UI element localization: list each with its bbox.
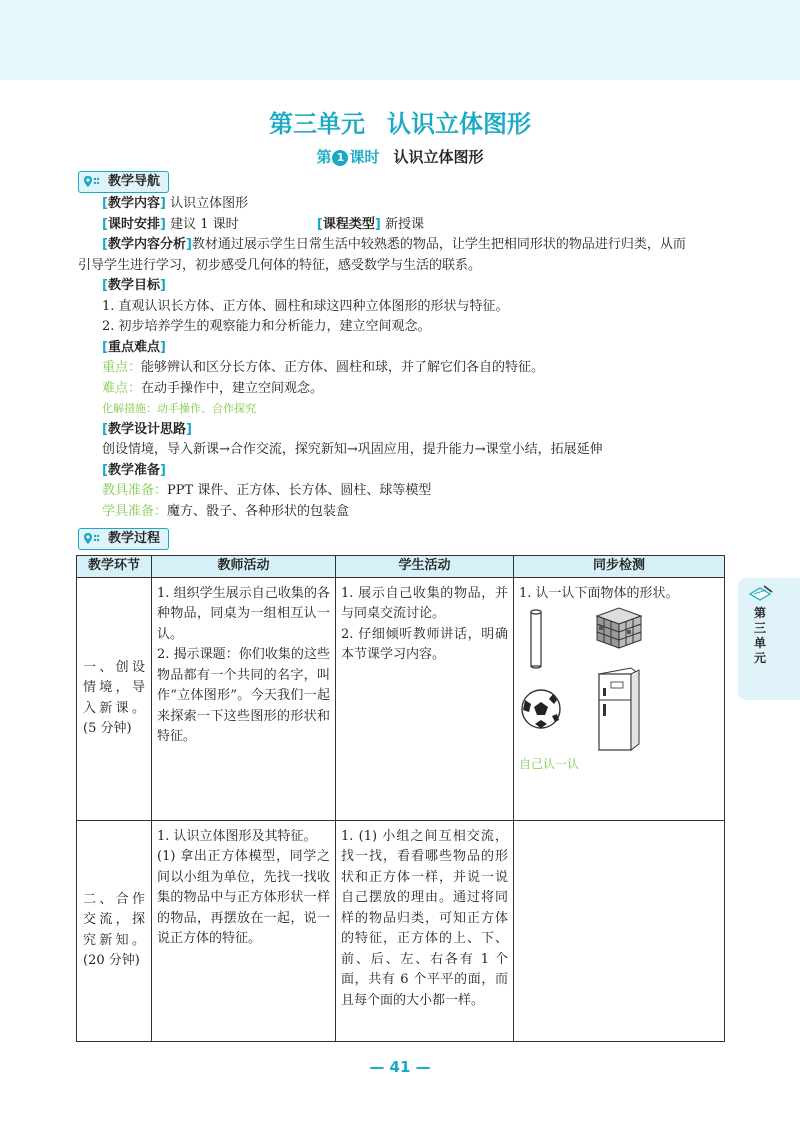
refrigerator-icon (599, 668, 639, 750)
map-pin-icon (83, 175, 105, 189)
side-tab-label: 第三单元 (753, 606, 766, 665)
goals-heading: [教学目标] (102, 278, 166, 293)
stage-cell: 二、合作交流，探究新知。(20 分钟) (77, 820, 152, 1041)
section-badge-guide: 教学导航 (78, 171, 169, 193)
resolve-measures: 化解措施：动手操作、合作探究 (102, 402, 256, 415)
soccer-ball-icon (522, 690, 560, 728)
student-cell: 1. (1) 小组之间互相交流，找一找，看看哪些物品的形状和正方体一样，并说一说自己摆放的理由。通过将同样的物品归类，可知正方体的特征，正方体的上、下、前、后、左、右各有 1 个面，共有 6 个平平的面，而且每个面的大小都一样。 (336, 820, 514, 1041)
key-point: 重点：能够辨认和区分长方体、正方体、圆柱和球，并了解它们各自的特征。 (102, 360, 545, 375)
process-table (76, 555, 725, 1042)
lesson-title: 第 1 课时 认识立体图形 (316, 148, 484, 166)
check-cell (514, 820, 725, 1041)
unit-title: 第三单元 认识立体图形 (269, 110, 531, 138)
header-stage: 教学环节 (77, 556, 152, 578)
student-cell: 1. 展示自己收集的物品，并与同桌交流讨论。 2. 仔细倾听教师讲话，明确本节课学习内容。 (336, 577, 514, 820)
header-check: 同步检测 (514, 556, 725, 578)
stage-cell: 一、创设情境，导入新课。(5 分钟) (77, 577, 152, 820)
design-text: 创设情境，导入新课→合作交流，探究新知→巩固应用，提升能力→课堂小结，拓展延伸 (102, 442, 603, 457)
lesson-number-badge: 1 (332, 150, 348, 166)
goal-2: 2. 初步培养学生的观察能力和分析能力，建立空间观念。 (102, 319, 431, 334)
table-header-row (77, 556, 725, 578)
map-pin-icon (83, 532, 105, 546)
object-pictures (519, 604, 719, 754)
schedule-row: [课时安排] 建议 1 课时 [课程类型] 新授课 (102, 216, 424, 232)
difficulty: 难点：在动手操作中，建立空间观念。 (102, 380, 324, 396)
goal-1: 1. 直观认识长方体、正方体、圆柱和球这四种立体图形的形状与特征。 (102, 298, 509, 314)
prep-heading: [教学准备] (102, 462, 166, 478)
objects-illustration (519, 604, 719, 754)
analysis-row: [教学内容分析]教材通过展示学生日常生活中较熟悉的物品，让学生把相同形状的物品进行归类，从而 (102, 237, 686, 252)
content-row: [教学内容] 认识立体图形 (102, 196, 249, 211)
check-cell (514, 577, 725, 820)
side-tab (738, 578, 800, 700)
teacher-cell: 1. 认识立体图形及其特征。 (1) 拿出正方体模型，同学之间以小组为单位，先找一找收集的物品中与正方体形状一样的物品，再摆放在一起，说一说正方体的特征。 (152, 820, 336, 1041)
top-banner (0, 0, 800, 80)
header-teacher: 教师活动 (152, 556, 336, 578)
teacher-cell: 1. 组织学生展示自己收集的各种物品，同桌为一组相互认一认。 2. 揭示课题：你们收集的这些物品都有一个共同的名字，叫作“立体图形”。今天我们一起来探索一下这些图形的形状和特征。 (152, 577, 336, 820)
table-row (77, 820, 725, 1041)
teaching-guide (78, 194, 728, 522)
page-number: — 41 — (369, 1058, 431, 1076)
analysis-line-2: 引导学生进行学习，初步感受几何体的特征，感受数学与生活的联系。 (78, 257, 482, 273)
cylinder-icon (531, 610, 541, 668)
rubiks-cube-icon (597, 608, 641, 648)
content-label: [教学内容] (102, 196, 166, 211)
type-label: [课程类型] (316, 216, 381, 232)
check-question: 1. 认一认下面物体的形状。 (519, 585, 679, 601)
section-badge-process: 教学过程 (78, 528, 169, 550)
self-check-note: 自己认一认 (519, 757, 580, 771)
header-student: 学生活动 (336, 556, 514, 578)
student-prep: 学具准备：魔方、骰子、各种形状的包装盒 (102, 503, 350, 519)
pencil-book-icon (748, 584, 774, 602)
key-heading: [重点难点] (102, 339, 166, 355)
teacher-prep: 教具准备：PPT 课件、正方体、长方体、圆柱、球等模型 (102, 483, 432, 498)
table-row (77, 577, 725, 820)
design-heading: [教学设计思路] (102, 421, 192, 437)
